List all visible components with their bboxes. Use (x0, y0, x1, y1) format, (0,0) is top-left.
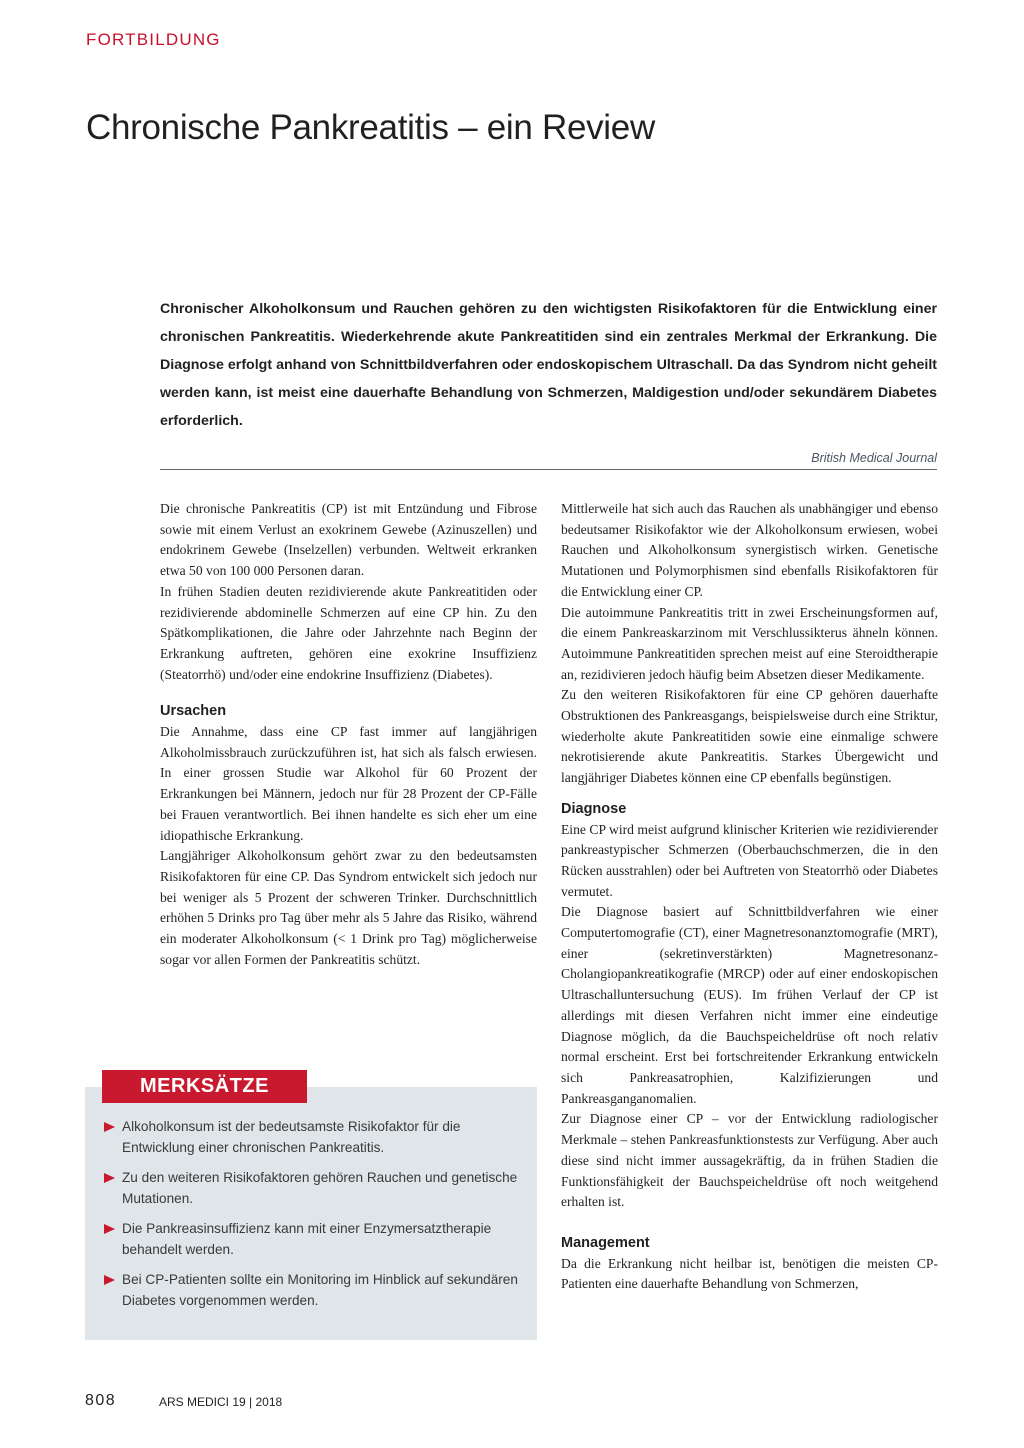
section-heading-ursachen: Ursachen (160, 703, 227, 720)
merksaetze-item (104, 1168, 524, 1209)
body-paragraph: Da die Erkrankung nicht heilbar ist, benötigen die meisten CP-Patienten eine dauerhafte Behandlung von Schmerzen, (561, 1255, 938, 1292)
body-paragraph: Langjähriger Alkoholkonsum gehört zwar zu den bedeutsamsten Risikofaktoren für eine CP. Das Syndrom entwickelt sich jedoch nur bei weniger als 5 Prozent der schweren Trinker. Durchschnittlich erhöhen 5 Drinks pro Tag über mehr als 5 Jahre das Risiko, während ein moderater Alkoholkonsum (< 1 Drink pro Tag) möglicherweise sogar vor allen Formen der Pankreatitis schützt. (160, 848, 537, 967)
body-paragraph: Die Annahme, dass eine CP fast immer auf langjährigen Alkoholmissbrauch zurückzuführen ist, hat sich als falsch erwiesen. In einer grossen Studie war Alkohol für 60 Prozent der Erkrankungen bei Männern, jedoch nur für 28 Prozent der CP-Fälle bei Frauen verantwortlich. Bei ihnen handelte es sich eher um eine idiopathische Erkrankung. (160, 724, 537, 843)
lead-source: British Medical Journal (811, 451, 937, 465)
merksaetze-title: MERKSÄTZE (102, 1070, 307, 1103)
lead-paragraph: Chronischer Alkoholkonsum und Rauchen gehören zu den wichtigsten Risikofaktoren für die Entwicklung einer chronischen Pankreatitis. Wiederkehrende akute Pankreatitiden sind ein zentrales Merkmal der Erkrankung. Die Diagnose erfolgt anhand von Schnittbildverfahren oder endoskopischem Ultraschall. Da das Syndrom nicht geheilt werden kann, ist meist eine dauerhafte Behandlung von Schmerzen, Maldigestion und/oder sekundärem Diabetes erforderlich. (160, 301, 937, 429)
merksaetze-item-text: Bei CP-Patienten sollte ein Monitoring im Hinblick auf sekundären Diabetes vorgenommen werden. (122, 1272, 518, 1308)
triangle-bullet-icon (104, 1122, 115, 1132)
section-heading-management: Management (561, 1234, 650, 1251)
triangle-bullet-icon (104, 1173, 115, 1183)
page-number: 808 (85, 1392, 117, 1409)
section-label: FORTBILDUNG (86, 30, 221, 49)
merksaetze-item (104, 1219, 524, 1260)
left-column (160, 499, 537, 970)
body-paragraph: Die autoimmune Pankreatitis tritt in zwei Erscheinungsformen auf, die einem Pankreaskarzinom mit Verschlussikterus ähneln können. Autoimmune Pankreatitiden sprechen meist auf eine Steroidtherapie an, rezidivieren jedoch häufig beim Absetzen dieser Medikamente. (561, 604, 938, 682)
merksaetze-item (104, 1270, 524, 1311)
body-paragraph: Eine CP wird meist aufgrund klinischer Kriterien wie rezidivierender pankreastypischer Schmerzen (Oberbauchschmerzen, die in den Rücken ausstrahlen) oder bei Auftreten von Steatorrhö oder Diabetes vermutet. (561, 821, 938, 899)
right-column (561, 499, 938, 1295)
merksaetze-list (104, 1117, 524, 1321)
body-paragraph: Mittlerweile hat sich auch das Rauchen als unabhängiger und ebenso bedeutsamer Risikofaktor wie der Alkoholkonsum erwiesen, wobei Rauchen und Alkoholkonsum synergistisch wirken. Genetische Mutationen und Polymorphismen sind ebenfalls Risikofaktoren für die Entwicklung einer CP. (561, 501, 938, 599)
body-paragraph: Zur Diagnose einer CP – vor der Entwicklung radiologischer Merkmale – stehen Pankreasfunktionstests zur Verfügung. Aber auch diese sind nicht immer aussagekräftig, da in frühen Stadien die Funktionsfähigkeit der Bauchspeicheldrüse oft noch weitgehend erhalten ist. (561, 1111, 938, 1210)
lead-divider (160, 469, 937, 470)
triangle-bullet-icon (104, 1275, 115, 1285)
section-heading-diagnose: Diagnose (561, 800, 627, 817)
page-title: Chronische Pankreatitis – ein Review (86, 108, 655, 147)
journal-issue: ARS MEDICI 19 | 2018 (159, 1395, 283, 1409)
merksaetze-item (104, 1117, 524, 1158)
triangle-bullet-icon (104, 1224, 115, 1234)
merksaetze-item-text: Zu den weiteren Risikofaktoren gehören Rauchen und genetische Mutationen. (122, 1170, 518, 1206)
body-paragraph: Zu den weiteren Risikofaktoren für eine CP gehören dauerhafte Obstruktionen des Pankreasgangs, beispielsweise durch eine Striktur, wiederholte akute Pankreatitiden sowie eine einmalige schwere nekrotisierende akute Pankreatitis. Starkes Übergewicht und langjähriger Diabetes können eine CP ebenfalls begünstigen. (561, 687, 938, 786)
body-paragraph: In frühen Stadien deuten rezidivierende akute Pankreatitiden oder rezidivierende abdominelle Schmerzen auf eine CP hin. Zu den Spätkomplikationen, die Jahre oder Jahrzehnte nach Beginn der Erkrankung auftreten, gehören eine exokrine Insuffizienz (Steatorrhö) und/oder eine endokrine Insuffizienz (Diabetes). (160, 583, 537, 682)
merksaetze-item-text: Alkoholkonsum ist der bedeutsamste Risikofaktor für die Entwicklung einer chronischen Pankreatitis. (122, 1119, 461, 1155)
body-paragraph: Die chronische Pankreatitis (CP) ist mit Entzündung und Fibrose sowie mit einem Verlust an exokrinem Gewebe (Azinuszellen) und endokrinem Gewebe (Inselzellen) verbunden. Weltweit erkranken etwa 50 von 100 000 Personen daran. (160, 501, 537, 579)
body-paragraph: Die Diagnose basiert auf Schnittbildverfahren wie einer Computertomografie (CT), einer Magnetresonanztomografie (MRT), einer (sekretinverstärkten) Magnetresonanz-Cholangiopankreatikografie (MRCP) oder auf einer endoskopischen Ultraschalluntersuchung (EUS). Im frühen Verlauf der CP ist allerdings mit diesen Verfahren nicht immer eine eindeutige Diagnose möglich, da die Bauchspeicheldrüse oft noch relativ normal erscheint. Erst bei fortschreitender Erkrankung entwickeln sich Pankreasatrophien, Kalzifizierungen und Pankreasganganomalien. (561, 904, 938, 1106)
merksaetze-item-text: Die Pankreasinsuffizienz kann mit einer Enzymersatztherapie behandelt werden. (122, 1221, 492, 1257)
